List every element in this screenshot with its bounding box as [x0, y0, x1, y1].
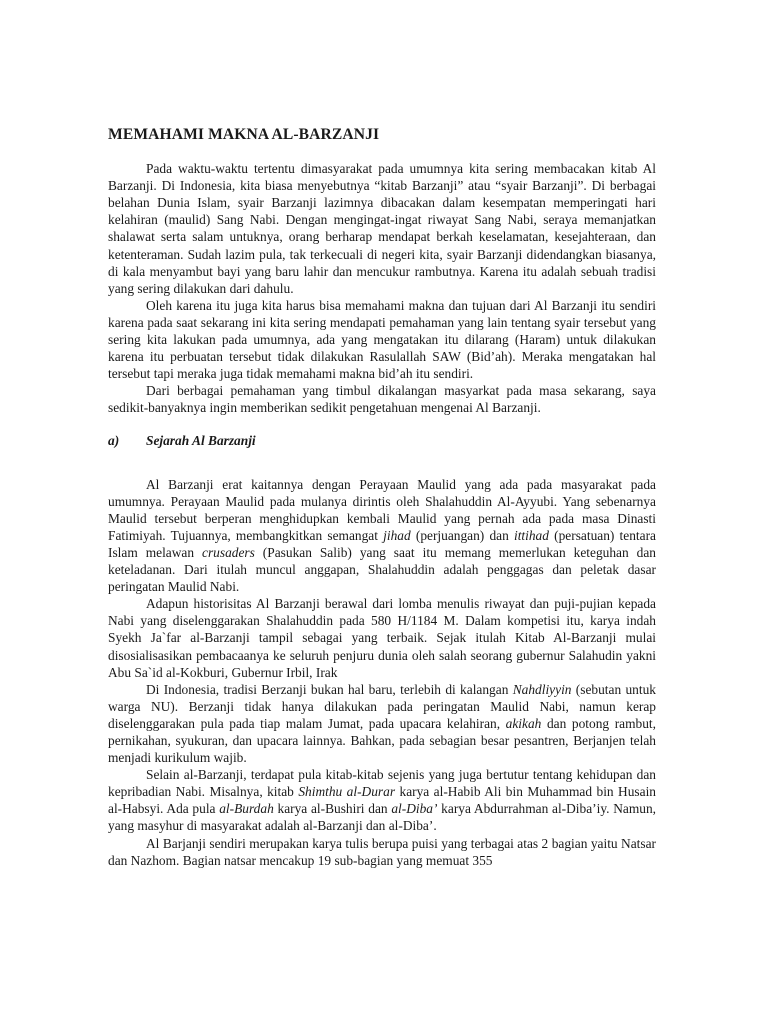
- section-heading: [108, 432, 656, 449]
- italic-term: ittihad: [513, 527, 549, 543]
- history-paragraph-4: Selain al-Barzanji, terdapat pula kitab-kitab sejenis yang juga bertutur tentang kehidupan dan kepribadian Nabi. Misalnya, kitab Shimthu al-Durar karya al-Habib Ali bin Muhammad bin Husain al-Habsyi. Ada pula al-Burdah karya al-Bushiri dan al-Diba’ karya Abdurrahman al-Diba’iy. Namun, yang masyhur di masyarakat adalah al-Barzanji dan al-Diba’.: [108, 767, 656, 834]
- intro-paragraph-3: Dari berbagai pemahaman yang timbul dikalangan masyarkat pada masa sekarang, saya sedikit-banyaknya ingin memberikan sedikit pengetahuan mengenai Al Barzanji.: [108, 383, 656, 416]
- italic-term: Nahdliyyin: [512, 681, 572, 697]
- italic-term: al-Burdah: [219, 801, 274, 817]
- intro-paragraph-2: Oleh karena itu juga kita harus bisa memahami makna dan tujuan dari Al Barzanji itu sendiri karena pada saat sekarang ini kita sering mendapati pemahaman yang lain tentang syair tersebut yang sering kita lakukan pada umumnya, ada yang mengatakan itu dilarang (Haram) untuk dilakukan karena itu perbuatan tersebut tidak dilakukan Rasulallah SAW (Bid’ah). Meraka mengatakan hal tersebut tapi meraka juga tidak memahami makna bid’ah itu sendiri.: [108, 297, 656, 382]
- italic-term: al-Diba’: [391, 801, 438, 817]
- document-title: MEMAHAMI MAKNA AL-BARZANJI: [108, 126, 380, 143]
- section-title: Sejarah Al Barzanji: [146, 432, 256, 448]
- italic-term: Shimthu al-Durar: [298, 784, 396, 800]
- history-paragraph-1: Al Barzanji erat kaitannya dengan Perayaan Maulid yang ada pada masyarakat pada umumnya. Perayaan Maulid pada mulanya dirintis oleh Shalahuddin Al-Ayyubi. Yang sebenarnya Maulid tersebut berperan menghidupkan kembali Maulid yang pernah ada pada masa Dinasti Fatimiyah. Tujuannya, membangkitkan semangat jihad (perjuangan) dan ittihad (persatuan) tentara Islam melawan crusaders (Pasukan Salib) yang saat itu memang memerlukan keteguhan dan keteladanan. Dari itulah muncul anggapan, Shalahuddin adalah penggagas dan peletak dasar peringatan Maulid Nabi.: [108, 476, 656, 595]
- italic-term: crusaders: [202, 544, 255, 560]
- document-page: [108, 126, 656, 869]
- history-paragraph-5: Al Barjanji sendiri merupakan karya tulis berupa puisi yang terbagai atas 2 bagian yaitu Natsar dan Nazhom. Bagian natsar mencakup 19 sub-bagian yang memuat 355: [108, 835, 656, 868]
- italic-term: akikah: [505, 715, 542, 731]
- italic-term: jihad: [383, 527, 411, 543]
- history-paragraph-2: Adapun historisitas Al Barzanji berawal dari lomba menulis riwayat dan puji-pujian kepada Nabi yang diselenggarakan Shalahuddin pada 580 H/1184 M. Dalam kompetisi itu, karya indah Syekh Ja`far al-Barzanji tampil sebagai yang terbaik. Sejak itulah Kitab Al-Barzanji mulai disosialisasikan pembacaanya ke seluruh penjuru dunia oleh salah seorang gubernur Salahudin yakni Abu Sa`id al-Kokburi, Gubernur Irbil, Irak: [108, 596, 656, 680]
- history-paragraph-3: Di Indonesia, tradisi Berzanji bukan hal baru, terlebih di kalangan Nahdliyyin (sebutan untuk warga NU). Berzanji tidak hanya dilakukan pada peringatan Maulid Nabi, namun kerap diselenggarakan pula pada tiap malam Jumat, pada upacara kelahiran, akikah dan potong rambut, pernikahan, syukuran, dan upacara lainnya. Bahkan, pada sebagian besar pesantren, Berjanjen telah menjadi kurikulum wajib.: [108, 681, 656, 766]
- intro-paragraph-1: Pada waktu-waktu tertentu dimasyarakat pada umumnya kita sering membacakan kitab Al Barzanji. Di Indonesia, kita biasa menyebutnya “kitab Barzanji” atau “syair Barzanji”. Di berbagai belahan Dunia Islam, syair Barzanji lazimnya dibacakan dalam kesempatan memperingati hari kelahiran (maulid) Sang Nabi. Dengan mengingat-ingat riwayat Sang Nabi, seraya memanjatkan shalawat serta salam untuknya, orang berharap mendapat berkah keselamatan, kesejahteraan, dan ketenteraman. Sudah lazim pula, tak terkecuali di negeri kita, syair Barzanji didendangkan biasanya, di kala menyambut bayi yang baru lahir dan mencukur rambutnya. Karena itu adalah sebuah tradisi yang sering dilakukan dari dahulu.: [108, 161, 656, 296]
- section-number: a): [108, 432, 120, 448]
